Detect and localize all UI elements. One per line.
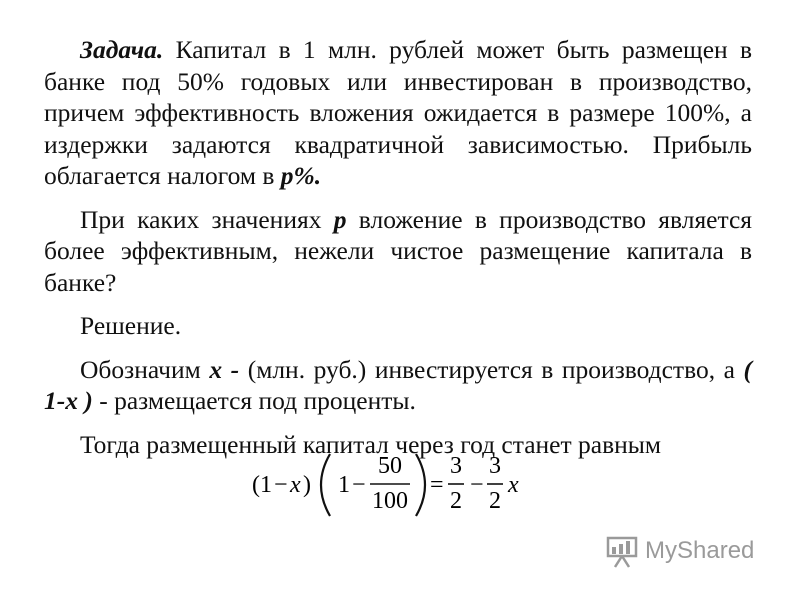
notation-paragraph	[44, 354, 752, 417]
formula-frac2-den: 2	[489, 488, 501, 514]
formula-inner-one: 1	[338, 472, 350, 498]
myshared-watermark	[605, 534, 765, 574]
watermark-text: MyShared	[645, 537, 755, 564]
formula-minus: −	[274, 472, 288, 498]
formula-den: 100	[372, 488, 408, 514]
problem-paragraph	[44, 34, 752, 192]
formula-minus-2: −	[470, 472, 484, 498]
notation-text-1: Обозначим	[80, 354, 210, 384]
formula-equals: =	[430, 472, 444, 498]
notation-one-minus-x: ( 1-x )	[44, 354, 752, 415]
formula-frac2-num: 3	[489, 453, 501, 479]
problem-label: Задача.	[80, 35, 164, 64]
question-text-1: При каких значениях	[80, 204, 334, 234]
problem-text: Капитал в 1 млн. рублей может быть размещен в банке под 50% годовых или инвестирован в производство, причем эффективность вложения ожидается в размере 100%, а издержки задаются квадратичной зависимостью. Прибыль облагается налогом в	[44, 35, 752, 190]
slide-content	[44, 34, 752, 472]
formula-big-paren-left	[321, 454, 330, 516]
formula-num: 50	[378, 453, 402, 479]
presentation-board-icon	[605, 534, 641, 570]
question-p: p	[333, 204, 347, 234]
formula-frac1-num: 3	[450, 453, 462, 479]
formula-paren-close: )	[303, 472, 311, 498]
formula-tail-x: x	[508, 472, 519, 498]
question-text-2: вложение в производство является более эффективным, нежели чистое размещение капитала в банке?	[44, 204, 752, 297]
problem-p-percent: p%.	[280, 161, 322, 190]
capital-formula	[250, 448, 540, 522]
formula-one: 1	[260, 472, 272, 498]
formula-frac1-den: 2	[450, 488, 462, 514]
formula-inner-minus: −	[352, 472, 366, 498]
notation-text-2: (млн. руб.) инвестируется в производство, а	[239, 354, 744, 384]
then-text: Тогда размещенный капитал через год станет равным	[80, 429, 662, 459]
solution-label: Решение.	[80, 311, 182, 340]
notation-text-3: - размещается под проценты.	[92, 386, 416, 415]
formula-paren-open: (	[252, 472, 260, 498]
formula-x: x	[290, 472, 301, 498]
formula-big-paren-right	[416, 454, 425, 516]
question-paragraph	[44, 204, 752, 299]
notation-x: x -	[209, 354, 240, 384]
